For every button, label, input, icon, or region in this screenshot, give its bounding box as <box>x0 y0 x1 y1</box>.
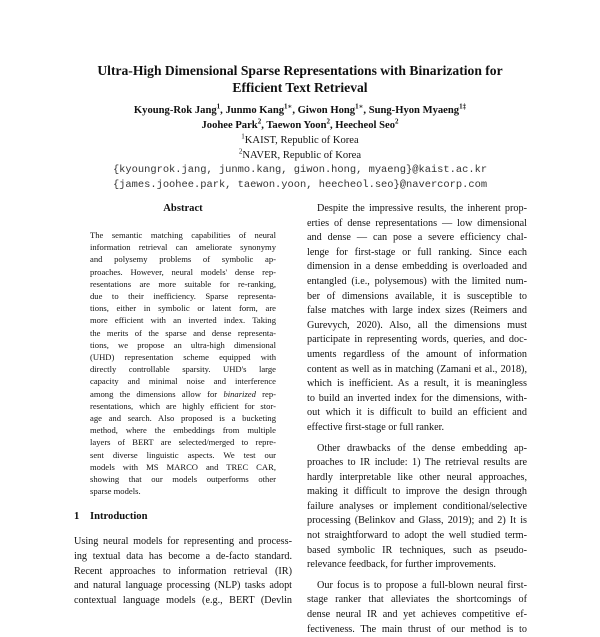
body-line: Despite the impressive results, the inherent prop- <box>317 203 527 214</box>
body-line: erties of dense representations — low dimensional <box>307 217 527 229</box>
body-line: lenge for first-stage or full ranking. Since each <box>307 246 527 258</box>
body-line: false matches with large index sizes (Reimers and <box>307 305 527 317</box>
author-name: Sung-Hyon Myaeng <box>368 105 460 116</box>
author-affiliation-mark: 2 <box>257 117 262 126</box>
abstract-line: The semantic matching capabilities of neural <box>90 230 276 240</box>
body-line: processing (Belinkov and Glass, 2019); and 2) It is <box>307 515 527 527</box>
body-line: dimension in a dense embedding is overloaded and <box>307 261 527 273</box>
body-line: relevance feedback, for further improvements. <box>307 559 496 571</box>
body-line: stage ranker that alleviates the shortcomings of <box>307 594 527 606</box>
body-line: out which it is difficult to build an efficient and <box>307 407 527 419</box>
body-line: and dense — can pose a severe efficiency chal- <box>307 232 527 244</box>
body-line: Gurevych, 2020). Also, all the dimensions must <box>307 319 527 331</box>
intro-line: contextual language models (e.g., BERT (Devlin <box>74 594 292 606</box>
title-line-2: Efficient Text Retrieval <box>232 80 368 95</box>
abstract-line: resentations are more suitable for re-ranking, <box>90 278 276 289</box>
abstract-body <box>90 229 276 497</box>
body-line: which is inefficient. As a result, it is meaningless <box>307 378 527 390</box>
author-name: Junmo Kang <box>225 105 285 116</box>
body-line: Other drawbacks of the dense embedding ap- <box>317 442 527 454</box>
paragraph-dense-drawbacks <box>307 202 527 436</box>
body-line: hardly interpretable like other neural approaches, <box>307 471 527 483</box>
body-line: based symbolic IR techniques, such as pseudo- <box>307 544 527 556</box>
email-line-2: {james.joohee.park, taewon.yoon, heecheol.seo}@navercorp.com <box>112 179 488 191</box>
body-line: proaches to IR include: 1) The retrieval results are <box>307 457 527 469</box>
section-title: Introduction <box>90 511 148 523</box>
affiliation-1-text: KAIST, Republic of Korea <box>244 135 359 146</box>
abstract-line: due to their inefficiency. Sparse representa- <box>90 291 276 302</box>
email-line-1: {kyoungrok.jang, junmo.kang, giwon.hong, myaeng}@kaist.ac.kr <box>112 164 488 176</box>
author-list <box>0 103 600 133</box>
abstract-line: the merits of the sparse and dense representa- <box>90 327 276 338</box>
introduction-heading <box>74 510 292 524</box>
affiliation-1 <box>0 133 600 148</box>
abstract-line: tions, we propose an ultra-high dimensional <box>90 339 276 350</box>
paper-title <box>0 62 600 96</box>
paper-header <box>0 62 600 193</box>
abstract-line: age and search. Also proposed is a bucketing <box>90 413 276 424</box>
body-line: uments regardless of the amount of information <box>307 348 527 360</box>
intro-line: and natural language processing (NLP) tasks adopt <box>74 580 292 592</box>
author-affiliation-mark: 1∗ <box>355 102 364 111</box>
author-affiliation-mark: 2 <box>326 117 330 126</box>
affiliation-2-mark: 2 <box>238 147 243 156</box>
abstract-line: resentations, which are highly efficient for stor- <box>90 400 276 411</box>
abstract-line: showing that our models outperforms other <box>90 474 276 485</box>
body-line: participate in representing words, queries, and doc- <box>307 334 527 346</box>
author-affiliation-mark: 1 <box>216 102 221 111</box>
affiliation-2-text: NAVER, Republic of Korea <box>242 150 362 161</box>
body-line: dense neural IR and yet achieves competitive ef- <box>307 609 527 621</box>
author-name: Joohee Park <box>201 120 258 131</box>
body-line: to build an inverted index for the dimensions, with- <box>307 392 527 404</box>
paragraph-other-drawbacks <box>307 442 527 573</box>
abstract-line: more efficient with an inverted index. Taking <box>90 315 276 326</box>
abstract-heading: Abstract <box>163 203 203 214</box>
body-line: effective first-stage or full ranker. <box>307 421 444 433</box>
abstract-line: capacity and minimal noise and interference <box>90 376 276 387</box>
body-line: fectiveness. The main thrust of our method is to <box>307 623 527 635</box>
author-affiliation-mark: 1‡ <box>459 102 467 111</box>
body-line: Our focus is to propose a full-blown neural first- <box>317 579 527 591</box>
author-name: Giwon Hong <box>297 105 356 116</box>
title-line-1: Ultra-High Dimensional Sparse Representations with Binarization for <box>97 63 503 78</box>
author-affiliation-mark: 2 <box>395 117 399 126</box>
author-name: Kyoung-Rok Jang <box>133 105 217 116</box>
abstract-line: tions, either in symbolic or latent form, are <box>90 303 276 314</box>
abstract-line: sent diverse linguistic aspects. We test our <box>90 449 276 460</box>
abstract-line: (UHD) representation scheme equipped with <box>90 352 276 363</box>
abstract-line: sparse models. <box>90 486 141 497</box>
left-column <box>74 202 292 608</box>
author-name: Taewon Yoon <box>266 120 327 131</box>
affiliation-2 <box>0 148 600 163</box>
abstract-line: directly controllable sparsity. UHD's large <box>90 364 276 375</box>
body-line: entangled (i.e., polysemous) with the limited num- <box>307 275 527 287</box>
intro-line: Recent approaches to information retrieval (IR) <box>74 565 292 577</box>
affiliation-1-mark: 1 <box>241 132 245 141</box>
intro-line: Using neural models for representing and process- <box>74 536 292 548</box>
intro-line: ing textual data has become a de-facto standard. <box>74 551 292 563</box>
paragraph-our-focus <box>307 579 527 637</box>
abstract-line: among the dimensions allow for binarized rep- <box>90 388 276 399</box>
author-name: Heecheol Seo <box>335 120 395 131</box>
abstract-line: information retrieval can ameliorate synonymy <box>90 242 276 253</box>
abstract-line: layers of BERT are selected/merged to repre- <box>90 437 276 448</box>
author-line-1: Kyoung-Rok Jang$^1$, Junmo Kang$^{1∗}$, Giwon Hong$^{1∗}$, Sung-Hyon Myaeng$^{1\ddagger}$ <box>133 102 467 116</box>
body-line: making it difficult to improve the design through <box>307 486 527 498</box>
introduction-body <box>74 535 292 608</box>
body-line: failure analyses or implement conditional/selective <box>307 500 527 512</box>
body-line: not straightforward to adopt the well studied term- <box>307 530 527 542</box>
author-line-2: Joohee Park$^2$, Taewon Yoon$^2$, Heecheol Seo$^2$ <box>201 117 399 131</box>
abstract-line: proaches. However, neural models' dense rep- <box>90 266 276 277</box>
body-line: ber of dimensions available, it is susceptible to <box>307 290 527 302</box>
right-column <box>307 202 527 637</box>
section-number: 1 <box>74 511 80 523</box>
abstract-line: models with MS MARCO and TREC CAR, <box>90 461 276 472</box>
body-line: content as well as in matching (Zamani et al., 2018), <box>307 363 527 375</box>
abstract-line: method, where the embeddings from multiple <box>90 425 276 436</box>
abstract-line: and polysemy problems of symbolic ap- <box>90 254 276 265</box>
author-affiliation-mark: 1∗ <box>284 102 293 111</box>
